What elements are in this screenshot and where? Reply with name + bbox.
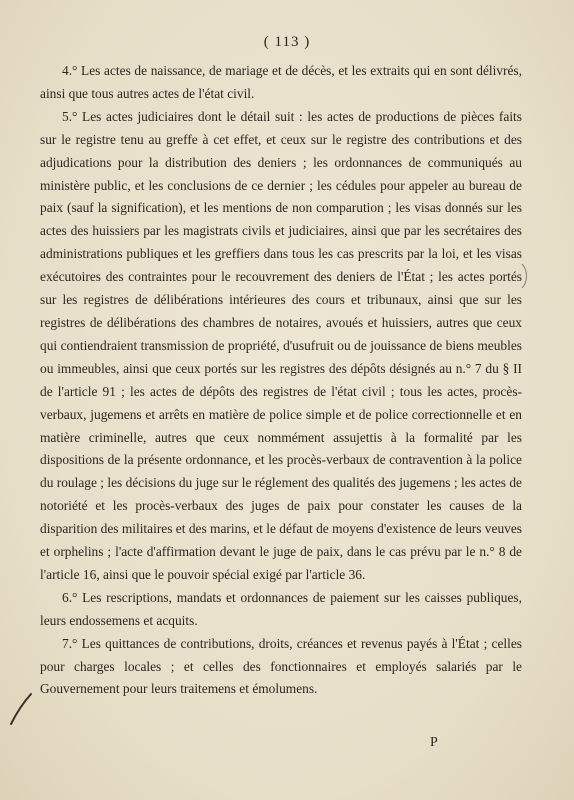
handwritten-pen-mark-icon — [8, 692, 34, 726]
paragraph-7: 7.° Les quittances de contributions, droits, créances et revenus payés à l'État ; celles pour charges locales ; et celles des fonctionnaires et employés salariés par le Gouvernement pour leurs traitemens et émolumens. — [40, 635, 522, 697]
margin-bracket-icon — [520, 262, 530, 290]
page-number: ( 113 ) — [263, 34, 311, 50]
paragraph-4: 4.° Les actes de naissance, de mariage et de décès, et les extraits qui en sont délivrés, ainsi que tous autres actes de l'état civil. — [40, 63, 522, 101]
paragraph-6: 6.° Les rescriptions, mandats et ordonnances de paiement sur les caisses publiques, leurs endossemens et acquits. — [40, 589, 522, 628]
paragraph-5: 5.° Les actes judiciaires dont le détail suit : les actes de productions de pièces faits sur le registre tenu au greffe à cet effet, et ceux sur le registre des contributions et des adjudications pour la distribution des deniers ; les ordonnances de communiqués au ministère public, et les conclusions de ce dernier ; les cédules pour appeler au bureau de paix (sauf la signification), et les mentions de non comparution ; les visas donnés sur les actes des huissiers par les magistrats civils et judiciaires, ainsi que par les secrétaires des administrations publiques et les greffiers dans tous les cas prescrits par la loi, et les visas exécutoires des contraintes pour le recouvrement des deniers de l'État ; les actes portés sur les registres de délibérations intérieures des cours et tribunaux, ainsi que sur les registres de délibérations des chambres de notaires, avoués et huissiers, autres que ceux qui contiendraient transmission de propriété, d'usufruit ou de jouissance de biens meubles ou immeubles, ainsi que ceux portés sur les registres des dépôts désignés au n.° 7 du § II de l'article 91 ; les actes de dépôts des registres de l'état civil ; tous les actes, procès-verbaux, jugemens et arrêts en matière de police simple et de police correctionnelle et en matière criminelle, autres que ceux nommément assujettis à la formalité par les dispositions de la présente ordonnance, et les procès-verbaux de contravention à la police du roulage ; les décisions du juge sur le réglement des qualités des jugemens ; les actes de notoriété et les procès-verbaux des juges de paix pour constater les causes de la disparition des militaires et des marins, et le défaut de moyens d'existence de leurs veuves et orphelins ; l'acte d'affirmation devant le juge de paix, dans le cas prévu par le n.° 8 de l'article 16, ainsi que le pouvoir spécial exigé par l'article 36. — [40, 108, 522, 582]
signature-mark: P — [430, 735, 438, 750]
article-text — [40, 60, 522, 701]
